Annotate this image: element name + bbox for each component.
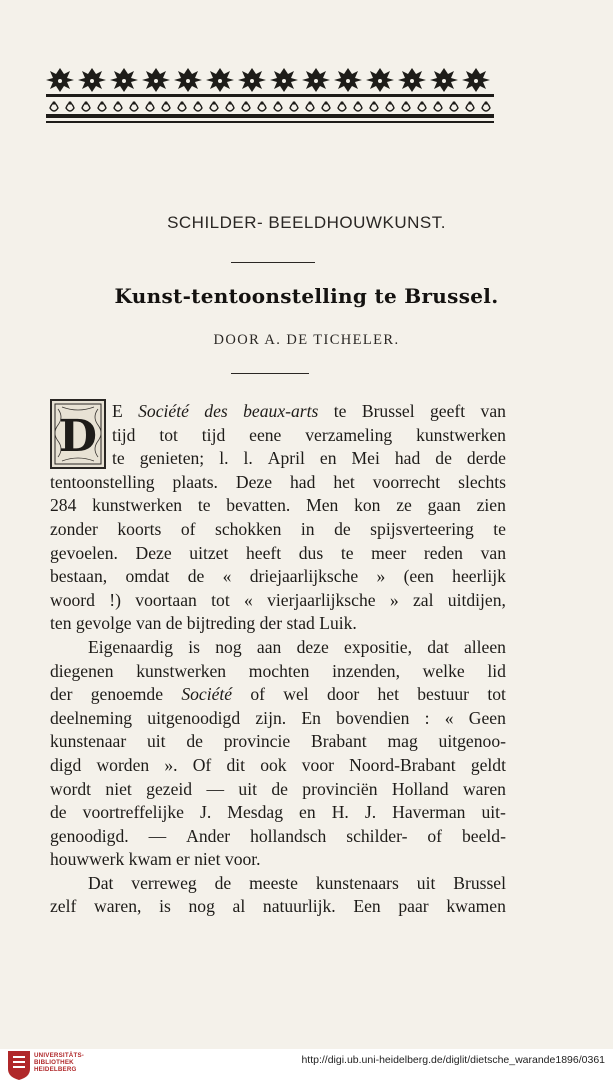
word: is: [188, 636, 200, 657]
text-line: [50, 518, 506, 542]
text-line: [50, 612, 506, 636]
word: uit-: [481, 802, 506, 823]
word: wordt: [50, 778, 92, 799]
text-line: [50, 754, 506, 778]
word: of: [250, 684, 266, 705]
word: mochten: [248, 660, 310, 681]
word: van: [480, 542, 506, 563]
text-line: [50, 825, 506, 849]
ornamental-header-band: [46, 64, 494, 126]
word: door: [326, 684, 360, 705]
library-name: UNIVERSITÄTS- BIBLIOTHEK HEIDELBERG: [34, 1052, 85, 1074]
text-line: [50, 872, 506, 896]
word: l.: [243, 448, 253, 469]
article-title: Kunst-tentoonstelling te Brussel.: [114, 284, 499, 308]
word: —: [148, 825, 167, 846]
text-line: [50, 683, 506, 707]
word: Een: [353, 896, 381, 917]
word: dit: [226, 754, 246, 775]
word: Brussel: [361, 401, 415, 421]
word: uitzet: [189, 542, 229, 563]
word: welke: [422, 660, 465, 681]
word: voortaan: [135, 589, 197, 610]
word: driejaarlijksche: [249, 566, 359, 587]
word: mag: [387, 731, 418, 752]
word: genoemde: [90, 684, 164, 705]
word: het: [333, 471, 355, 492]
word: niet: [105, 778, 132, 799]
word: :: [424, 707, 430, 728]
word: J.: [200, 802, 212, 823]
word: schilder-: [346, 825, 408, 846]
word: Geen: [468, 707, 506, 728]
word: uitgenoo-: [438, 731, 506, 752]
word: bevatten.: [226, 495, 291, 516]
text-fragment: houwwerk kwam er niet voor.: [50, 849, 261, 870]
text-line: [50, 424, 506, 448]
word: genieten;: [139, 448, 205, 469]
text-line: [50, 471, 506, 495]
word: aan: [256, 636, 282, 657]
word: dus: [298, 542, 324, 563]
word: Deze: [235, 471, 273, 492]
article-body: [50, 400, 506, 919]
word: «: [444, 707, 454, 728]
ornament-graphic: [46, 64, 494, 126]
word: lid: [487, 660, 506, 681]
word: Eigenaardig: [88, 636, 173, 657]
word: heerlijk: [452, 566, 506, 587]
word: uitgenoodigd: [147, 707, 241, 728]
text-line: [50, 542, 506, 566]
word: —: [206, 778, 225, 799]
word: provinciën: [302, 778, 378, 799]
word: Deze: [135, 542, 172, 563]
word: ze: [396, 495, 412, 516]
word: of: [180, 518, 196, 539]
word: nog: [215, 636, 242, 657]
word: kunstwerken: [92, 495, 183, 516]
word: diegenen: [50, 660, 114, 681]
word: digd: [50, 754, 82, 775]
word: Mesdag: [227, 802, 283, 823]
word: Men: [306, 495, 339, 516]
word: «: [222, 566, 232, 587]
word: te: [197, 495, 211, 516]
text-line: [50, 636, 506, 660]
word: derde: [466, 448, 506, 469]
word: spijsverteering: [370, 518, 474, 539]
word: uitdijen,: [447, 589, 506, 610]
word: zien: [476, 495, 506, 516]
word: omdat: [125, 566, 170, 587]
text-line: [50, 707, 506, 731]
word: Société: [181, 684, 233, 705]
text-line: [50, 730, 506, 754]
word: en: [299, 802, 316, 823]
word: de: [187, 566, 205, 587]
word: beaux-arts: [243, 401, 319, 421]
word: te: [493, 518, 506, 539]
word: gevoelen.: [50, 542, 118, 563]
word: kunstwerken: [416, 424, 506, 445]
word: tijd: [112, 424, 136, 445]
word: uit: [147, 731, 166, 752]
word: kon: [354, 495, 381, 516]
word: zonder: [50, 518, 98, 539]
word: April: [267, 448, 305, 469]
word: waren: [462, 778, 506, 799]
word: deelneming: [50, 707, 133, 728]
word: kunstenaars: [315, 872, 399, 893]
text-line: [50, 801, 506, 825]
word: inzenden,: [332, 660, 400, 681]
word: bestuur: [417, 684, 470, 705]
word: (een: [403, 566, 434, 587]
word: Holland: [391, 778, 449, 799]
word: had: [289, 471, 316, 492]
word: al: [232, 896, 246, 917]
word: paar: [398, 896, 429, 917]
word: te: [112, 448, 125, 469]
word: heeft: [245, 542, 282, 563]
word: eene: [249, 424, 282, 445]
word: zal: [412, 589, 434, 610]
word: deze: [296, 636, 329, 657]
word: «: [244, 589, 253, 610]
word: is: [159, 896, 171, 917]
word: de: [186, 731, 203, 752]
word: En: [301, 707, 321, 728]
svg-text:D: D: [58, 411, 98, 462]
word: waren,: [94, 896, 142, 917]
word: kunstenaar: [50, 731, 127, 752]
word: hollandsch: [250, 825, 327, 846]
word: in: [300, 518, 315, 539]
title-rule-bottom: [231, 373, 309, 374]
word: der: [50, 684, 73, 705]
word: schokken: [214, 518, 282, 539]
word: bovendien: [336, 707, 410, 728]
word: de: [271, 778, 288, 799]
word: voorrecht: [372, 471, 441, 492]
library-logo-icon: [6, 1049, 32, 1081]
word: verzameling: [305, 424, 393, 445]
word: »: [389, 589, 399, 610]
text-line: [50, 660, 506, 684]
word: E: [112, 401, 123, 421]
word: Société: [138, 401, 189, 421]
word: nog: [188, 896, 215, 917]
word: uit: [416, 872, 436, 893]
word: de: [334, 518, 351, 539]
text-line: [50, 778, 506, 802]
word: te: [340, 542, 354, 563]
word: meer: [371, 542, 407, 563]
word: tot: [159, 424, 178, 445]
word: H.: [331, 802, 349, 823]
text-line: [50, 447, 506, 471]
word: tot: [211, 589, 230, 610]
word: ».: [164, 754, 178, 775]
word: ook: [260, 754, 287, 775]
word: of: [427, 825, 443, 846]
word: beeld-: [461, 825, 506, 846]
word: geeft: [429, 401, 466, 421]
word: van: [480, 401, 506, 421]
word: meeste: [249, 872, 298, 893]
word: alleen: [463, 636, 506, 657]
word: worden: [96, 754, 150, 775]
word: de: [50, 802, 67, 823]
word: Brussel: [453, 872, 506, 893]
word: geldt: [470, 754, 506, 775]
word: voortreffelijke: [82, 802, 184, 823]
word: de: [214, 872, 232, 893]
word: !): [109, 589, 121, 610]
word: koorts: [117, 518, 162, 539]
word: tentoonstelling: [50, 471, 155, 492]
word: 284: [50, 495, 77, 516]
word: J.: [364, 802, 377, 823]
word: »: [376, 566, 386, 587]
word: reden: [423, 542, 463, 563]
text-line: [50, 565, 506, 589]
text-line: [50, 589, 506, 613]
word: voor: [301, 754, 334, 775]
word: had: [394, 448, 421, 469]
word: wel: [283, 684, 309, 705]
word: tot: [487, 684, 506, 705]
word: l.: [219, 448, 229, 469]
title-rule-top: [231, 262, 315, 263]
word: Noord-Brabant: [349, 754, 456, 775]
word: bestaan,: [50, 566, 108, 587]
text-line: [50, 848, 506, 872]
text-line: [50, 400, 506, 424]
word: des: [204, 401, 228, 421]
text-line: [50, 895, 506, 919]
word: slechts: [458, 471, 506, 492]
text-fragment: ten gevolge van de bijtreding der stad Luik.: [50, 613, 357, 634]
word: Of: [192, 754, 212, 775]
word: Ander: [186, 825, 231, 846]
word: te: [333, 401, 347, 421]
word: tijd: [201, 424, 226, 445]
word: kwamen: [446, 896, 506, 917]
text-line: [50, 494, 506, 518]
word: natuurlijk.: [262, 896, 336, 917]
word: uit: [238, 778, 257, 799]
word: kunstwerken: [136, 660, 227, 681]
word: het: [377, 684, 399, 705]
word: Dat: [88, 872, 114, 893]
word: woord: [50, 589, 95, 610]
author-line: DOOR A. DE TICHELER.: [213, 332, 400, 348]
section-title: SCHILDER- BEELDHOUWKUNST.: [167, 213, 446, 232]
word: gaan: [427, 495, 461, 516]
word: de: [435, 448, 452, 469]
word: dat: [427, 636, 449, 657]
source-url-link[interactable]: http://digi.ub.uni-heidelberg.de/diglit/dietsche_warande1896/0361: [301, 1054, 605, 1066]
word: verreweg: [131, 872, 197, 893]
word: en: [319, 448, 337, 469]
word: Brabant: [310, 731, 367, 752]
word: provincie: [223, 731, 291, 752]
word: vierjaarlijksche: [267, 589, 376, 610]
word: Mei: [351, 448, 380, 469]
word: gezeid: [146, 778, 193, 799]
word: Haverman: [392, 802, 466, 823]
word: zijn.: [255, 707, 287, 728]
word: genoodigd.: [50, 825, 129, 846]
word: expositie,: [344, 636, 412, 657]
word: plaats.: [172, 471, 218, 492]
word: zelf: [50, 896, 77, 917]
